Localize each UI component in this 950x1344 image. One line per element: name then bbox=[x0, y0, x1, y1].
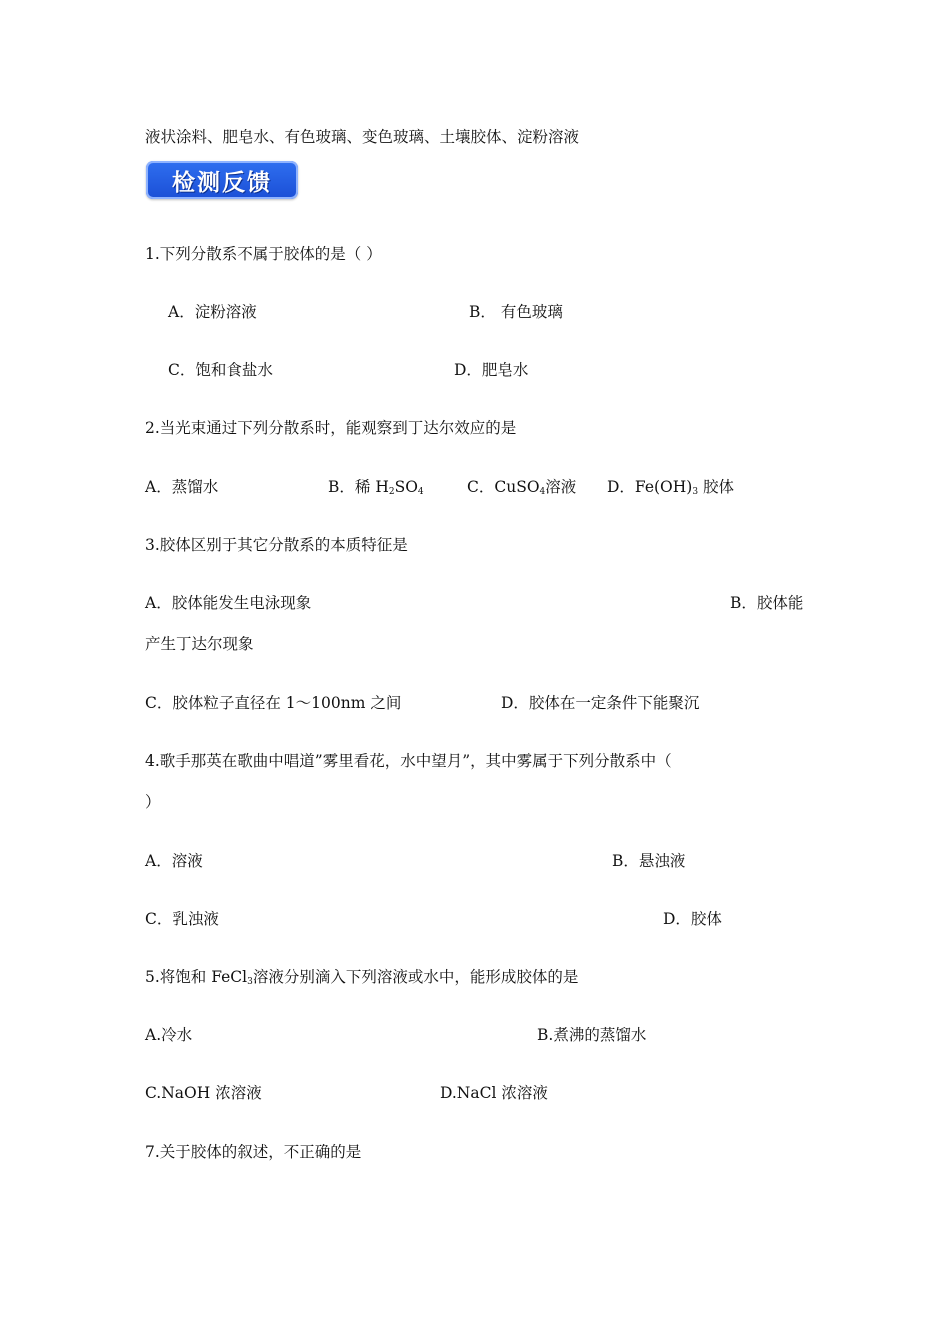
q5-option-c: C.NaOH 浓溶液 bbox=[145, 1084, 262, 1102]
q4-option-a: A．溶液 bbox=[145, 852, 203, 870]
q2-stem: 2.当光束通过下列分散系时，能观察到丁达尔效应的是 bbox=[145, 419, 517, 437]
section-badge-label: 检测反馈 bbox=[172, 169, 272, 196]
section-badge bbox=[146, 161, 298, 199]
q2-option-a: A．蒸馏水 bbox=[145, 478, 219, 496]
q5-option-a: A.冷水 bbox=[145, 1026, 193, 1044]
q4-stem-continued: ） bbox=[145, 793, 161, 811]
q1-option-d: D．肥皂水 bbox=[454, 361, 529, 379]
q2-option-d: D．$Fe(OH)_3$ 胶体 bbox=[607, 478, 734, 497]
intro-line: 液状涂料、肥皂水、有色玻璃、变色玻璃、土壤胶体、淀粉溶液 bbox=[145, 128, 580, 146]
q7-stem: 7.关于胶体的叙述，不正确的是 bbox=[145, 1143, 362, 1161]
q3-option-c: C．胶体粒子直径在 1～100nm 之间 bbox=[145, 694, 402, 712]
q1-option-b: B． 有色玻璃 bbox=[469, 303, 563, 321]
q1-option-a: A．淀粉溶液 bbox=[168, 303, 257, 321]
q5-stem: 5.将饱和 FeCl$_3$溶液分别滴入下列溶液或水中，能形成胶体的是 bbox=[145, 968, 579, 987]
q3-stem: 3.胶体区别于其它分散系的本质特征是 bbox=[145, 536, 408, 554]
q5-option-b: B.煮沸的蒸馏水 bbox=[537, 1026, 647, 1044]
q4-option-c: C．乳浊液 bbox=[145, 910, 219, 928]
q5-option-d: D.NaCl 浓溶液 bbox=[440, 1084, 548, 1102]
q4-stem: 4.歌手那英在歌曲中唱道”雾里看花，水中望月”，其中雾属于下列分散系中（ bbox=[145, 752, 672, 770]
q3-option-b: B．胶体能 bbox=[730, 594, 804, 612]
q4-option-d: D．胶体 bbox=[663, 910, 722, 928]
q4-option-b: B．悬浊液 bbox=[612, 852, 686, 870]
q1-option-c: C．饱和食盐水 bbox=[168, 361, 273, 379]
q3-option-d: D．胶体在一定条件下能聚沉 bbox=[501, 694, 700, 712]
q2-option-c: C．CuSO$_4$溶液 bbox=[467, 478, 577, 497]
q3-option-b-continued: 产生丁达尔现象 bbox=[145, 635, 254, 653]
q2-option-b: B．稀 $H_2SO_4$ bbox=[328, 478, 424, 497]
q1-stem: 1.下列分散系不属于胶体的是（ ） bbox=[145, 245, 382, 263]
q3-option-a: A．胶体能发生电泳现象 bbox=[145, 594, 312, 612]
